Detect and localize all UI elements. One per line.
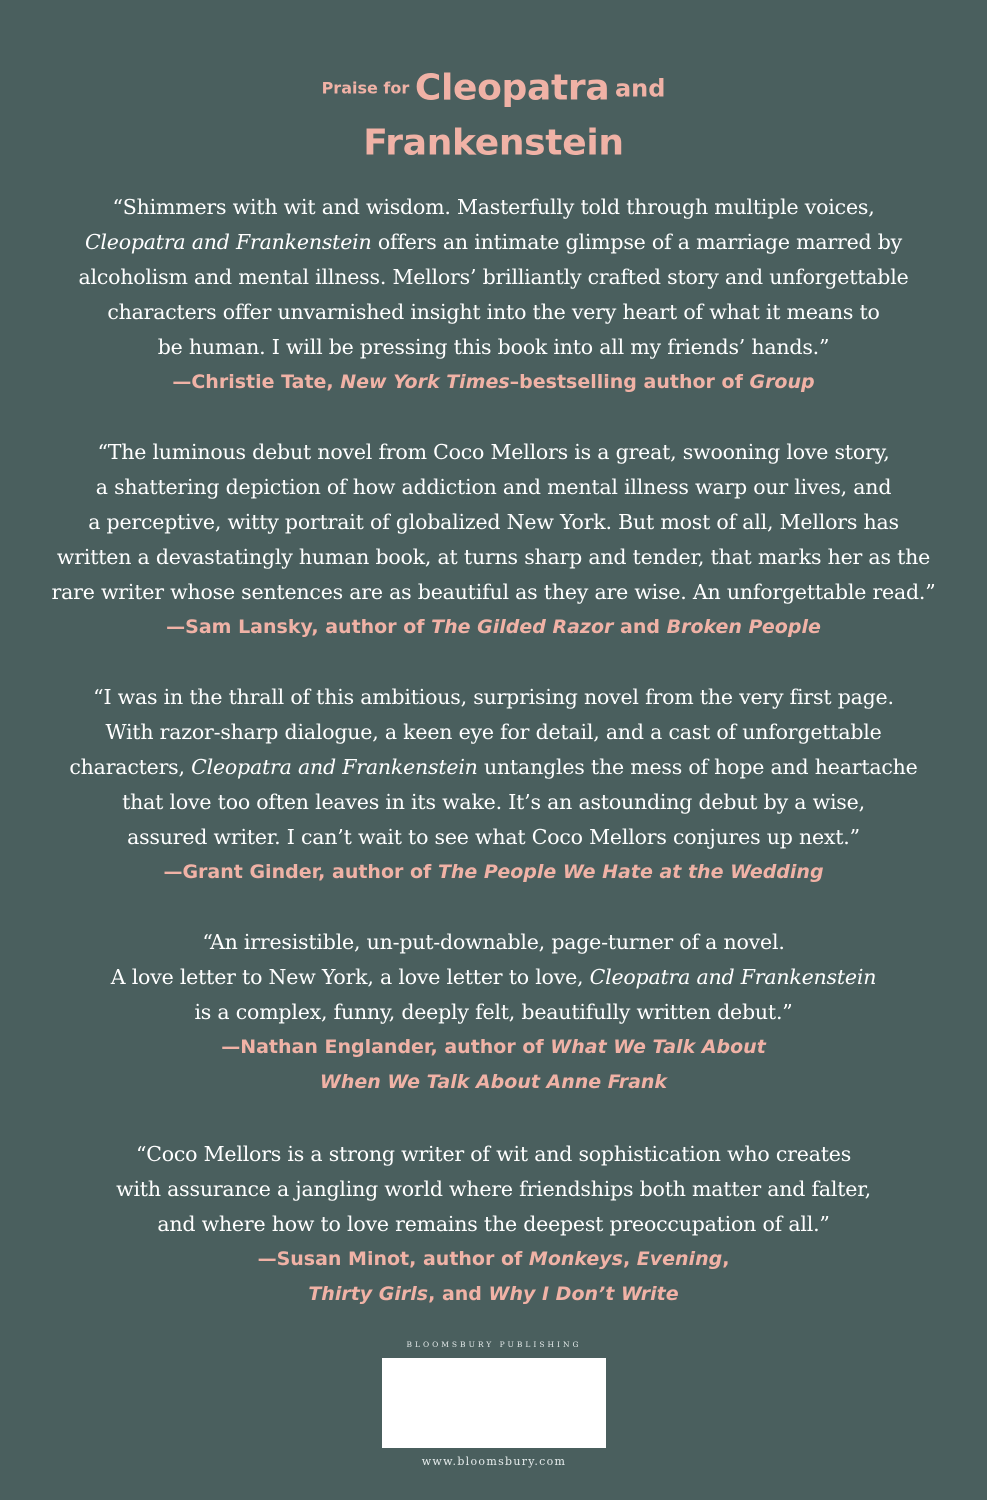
heading-title-part-2: Frankenstein	[363, 122, 624, 164]
quote-line	[40, 995, 947, 1030]
quote-line	[40, 785, 947, 820]
text-segment: ,	[622, 1248, 637, 1270]
italic-title: When We Talk About Anne Frank	[319, 1071, 668, 1093]
italic-title: Broken People	[666, 616, 821, 638]
quote-attribution	[40, 1242, 947, 1277]
text-segment: untangles the mess of hope and heartache	[477, 755, 918, 779]
quote-line	[40, 820, 947, 855]
text-segment: “An irresistible, un-put-downable, page-turner of a novel.	[202, 930, 785, 954]
italic-title: Monkeys	[528, 1248, 623, 1270]
praise-quote-5	[40, 1137, 947, 1312]
quote-line	[40, 960, 947, 995]
italic-title: Thirty Girls	[308, 1283, 429, 1305]
italic-title: Cleopatra and Frankenstein	[589, 965, 877, 989]
quote-attribution	[40, 855, 947, 890]
quote-attribution	[40, 365, 947, 400]
text-segment: –bestselling author of	[509, 371, 750, 393]
text-segment: —Susan Minot, author of	[257, 1248, 529, 1270]
quote-line	[40, 260, 947, 295]
heading-prefix: Praise for	[321, 78, 410, 98]
text-segment: —Christie Tate,	[172, 371, 341, 393]
quote-line	[40, 750, 947, 785]
quote-line	[40, 1137, 947, 1172]
text-segment: rare writer whose sentences are as beautiful as they are wise. An unforgettable read.”	[51, 580, 936, 604]
heading-connector: and	[614, 74, 666, 103]
praise-quote-1	[40, 190, 947, 400]
heading-title-part-1: Cleopatra	[414, 67, 610, 109]
quote-line	[40, 715, 947, 750]
text-segment: be human. I will be pressing this book into all my friends’ hands.”	[157, 335, 830, 359]
praise-heading	[0, 58, 987, 168]
text-segment: with assurance a jangling world where friendships both matter and falter,	[116, 1177, 871, 1201]
italic-title: Evening	[636, 1248, 723, 1270]
text-segment: characters,	[69, 755, 192, 779]
text-segment: characters offer unvarnished insight into the very heart of what it means to	[107, 300, 880, 324]
quote-attribution	[40, 610, 947, 645]
italic-title: Cleopatra and Frankenstein	[84, 230, 372, 254]
quote-line	[40, 925, 947, 960]
quote-line	[40, 680, 947, 715]
quote-line	[40, 540, 947, 575]
text-segment: —Grant Ginder, author of	[163, 861, 438, 883]
text-segment: written a devastatingly human book, at turns sharp and tender, that marks her as the	[56, 545, 931, 569]
text-segment: assured writer. I can’t wait to see what Coco Mellors conjures up next.”	[127, 825, 860, 849]
text-segment: “Coco Mellors is a strong writer of wit and sophistication who creates	[135, 1142, 852, 1166]
italic-title: What We Talk About	[550, 1036, 766, 1058]
text-segment: offers an intimate glimpse of a marriage marred by	[371, 230, 903, 254]
italic-title: The Gilded Razor	[431, 616, 614, 638]
text-segment: With razor-sharp dialogue, a keen eye for detail, and a cast of unforgettable	[105, 720, 882, 744]
text-segment: —Nathan Englander, author of	[221, 1036, 551, 1058]
text-segment: ,	[722, 1248, 730, 1270]
text-segment: A love letter to New York, a love letter to love,	[110, 965, 590, 989]
text-segment: “I was in the thrall of this ambitious, surprising novel from the very first page.	[93, 685, 894, 709]
quote-line	[40, 505, 947, 540]
praise-quote-3	[40, 680, 947, 890]
publisher-block	[381, 1338, 607, 1474]
text-segment: —Sam Lansky, author of	[166, 616, 432, 638]
quote-line	[40, 1172, 947, 1207]
quote-line	[40, 470, 947, 505]
heading-line-2	[0, 118, 987, 168]
quote-attribution	[40, 1277, 947, 1312]
text-segment: that love too often leaves in its wake. It’s an astounding debut by a wise,	[122, 790, 865, 814]
quote-line	[40, 295, 947, 330]
quote-line	[40, 1207, 947, 1242]
quote-line	[40, 225, 947, 260]
text-segment: and where how to love remains the deepest preoccupation of all.”	[157, 1212, 830, 1236]
quote-line	[40, 435, 947, 470]
quote-line	[40, 190, 947, 225]
publisher-website: www.bloomsbury.com	[421, 1455, 567, 1468]
quote-line	[40, 330, 947, 365]
heading-line-1	[0, 58, 987, 118]
praise-quote-4	[40, 925, 947, 1100]
italic-title: The People We Hate at the Wedding	[437, 861, 824, 883]
quote-attribution	[40, 1065, 947, 1100]
publisher-name: BLOOMSBURY PUBLISHING	[406, 1340, 582, 1349]
text-segment: “The luminous debut novel from Coco Mellors is a great, swooning love story,	[97, 440, 890, 464]
praise-quote-2	[40, 435, 947, 645]
italic-title: Why I Don’t Write	[488, 1283, 679, 1305]
text-segment: “Shimmers with wit and wisdom. Masterfully told through multiple voices,	[112, 195, 875, 219]
text-segment: and	[613, 616, 667, 638]
barcode-area	[382, 1358, 606, 1448]
text-segment: , and	[428, 1283, 489, 1305]
text-segment: is a complex, funny, deeply felt, beautifully written debut.”	[194, 1000, 793, 1024]
quote-attribution	[40, 1030, 947, 1065]
italic-title: New York Times	[340, 371, 510, 393]
italic-title: Group	[749, 371, 815, 393]
text-segment: a shattering depiction of how addiction and mental illness warp our lives, and	[95, 475, 892, 499]
quote-line	[40, 575, 947, 610]
italic-title: Cleopatra and Frankenstein	[191, 755, 478, 779]
text-segment: a perceptive, witty portrait of globalized New York. But most of all, Mellors has	[88, 510, 899, 534]
text-segment: alcoholism and mental illness. Mellors’ brilliantly crafted story and unforgettable	[78, 265, 909, 289]
